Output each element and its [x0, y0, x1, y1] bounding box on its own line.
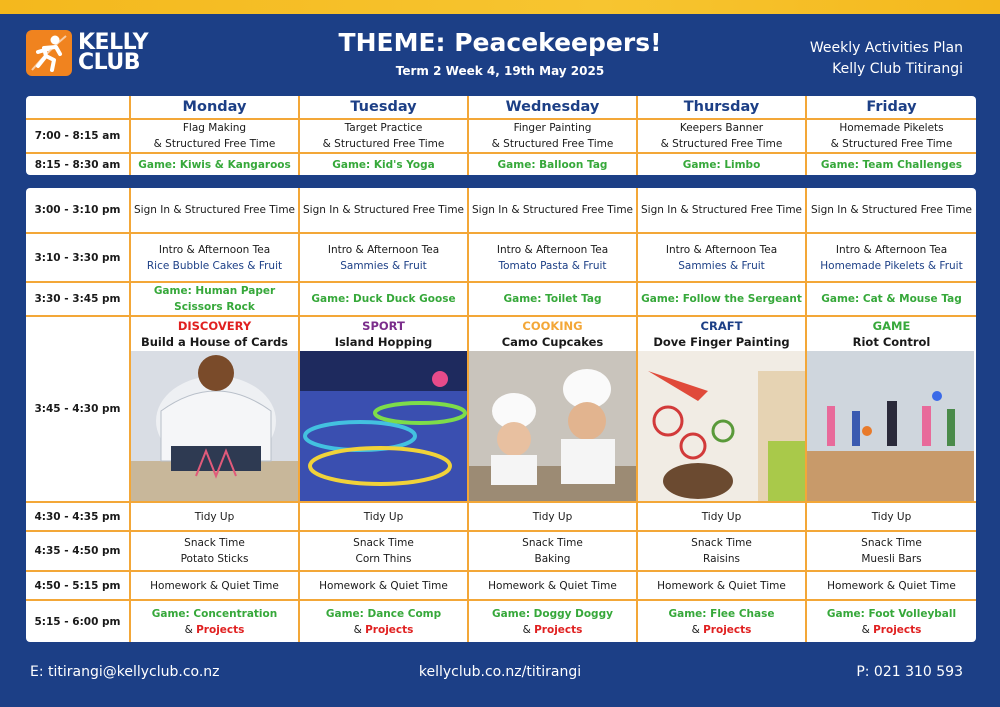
child-building-cards-picture [131, 351, 298, 501]
activity-line: Finger Painting [513, 122, 592, 134]
projects-text: Projects [534, 623, 583, 636]
time-cell: 3:10 - 3:30 pm [26, 233, 130, 282]
activity-name: Camo Cupcakes [501, 335, 604, 349]
activity-name: Build a House of Cards [140, 335, 289, 349]
table-row [26, 531, 976, 571]
schedule-cell: Homework & Quiet Time [299, 571, 468, 600]
footer-email[interactable]: E: titirangi@kellyclub.co.nz [30, 664, 220, 680]
activity-cell [130, 316, 299, 502]
game-cell: Game: Kid's Yoga [299, 153, 468, 175]
and-text: & [184, 623, 193, 636]
activity-name: Dove Finger Painting [653, 335, 790, 349]
snack-item: Corn Thins [355, 553, 412, 565]
activity-name: Island Hopping [334, 335, 433, 349]
table-row [26, 233, 976, 282]
activity-line: & Structured Free Time [153, 138, 276, 150]
schedule-cell [299, 233, 468, 282]
schedule-cell: Homework & Quiet Time [637, 571, 806, 600]
snack-item: Muesli Bars [861, 553, 922, 565]
schedule-cell: Homework & Quiet Time [806, 571, 976, 600]
tea-label: Intro & Afternoon Tea [835, 243, 948, 256]
day-header-row [26, 96, 976, 119]
afternoon-schedule-table [26, 188, 976, 642]
game-cell: Game: Kiwis & Kangaroos [130, 153, 299, 175]
activity-line: & Structured Free Time [830, 138, 953, 150]
time-cell: 3:30 - 3:45 pm [26, 282, 130, 316]
final-game: Game: Concentration [151, 607, 278, 620]
schedule-cell: Sign In & Structured Free Time [468, 188, 637, 233]
hoops-on-floor-picture [300, 351, 467, 501]
plan-info [810, 38, 963, 80]
final-game: Game: Doggy Doggy [492, 607, 613, 620]
activity-line: Keepers Banner [679, 122, 764, 134]
schedule-cell: Tidy Up [130, 502, 299, 531]
schedule-cell [299, 531, 468, 571]
tea-label: Intro & Afternoon Tea [327, 243, 440, 256]
table-row [26, 153, 976, 175]
snack-item: Baking [534, 553, 571, 565]
schedule-cell: Tidy Up [637, 502, 806, 531]
kelly-club-logo [26, 30, 148, 76]
game-cell: Game: Toilet Tag [468, 282, 637, 316]
table-row [26, 600, 976, 642]
tea-food: Homemade Pikelets & Fruit [820, 259, 963, 272]
activity-line: & Structured Free Time [660, 138, 783, 150]
time-cell: 8:15 - 8:30 am [26, 153, 130, 175]
schedule-cell [130, 600, 299, 642]
activity-category: SPORT [362, 319, 405, 333]
schedule-cell: Homework & Quiet Time [468, 571, 637, 600]
table-row [26, 571, 976, 600]
schedule-cell [637, 119, 806, 153]
snack-label: Snack Time [691, 537, 752, 549]
activity-category: COOKING [522, 319, 583, 333]
day-header: Friday [806, 96, 976, 119]
game-cell: Game: Limbo [637, 153, 806, 175]
table-row [26, 119, 976, 153]
snack-item: Potato Sticks [180, 553, 249, 565]
plan-type: Weekly Activities Plan [809, 40, 963, 56]
time-cell: 7:00 - 8:15 am [26, 119, 130, 153]
schedule-cell [637, 600, 806, 642]
gym-ball-game-picture [807, 351, 974, 501]
day-header: Monday [130, 96, 299, 119]
activity-line: Homemade Pikelets [839, 122, 944, 134]
final-game: Game: Foot Volleyball [826, 607, 957, 620]
projects-text: Projects [365, 623, 414, 636]
tea-label: Intro & Afternoon Tea [665, 243, 778, 256]
game-cell: Game: Balloon Tag [468, 153, 637, 175]
schedule-cell [637, 233, 806, 282]
day-header: Thursday [637, 96, 806, 119]
projects-text: Projects [703, 623, 752, 636]
activity-line: & Structured Free Time [491, 138, 614, 150]
footer-website[interactable]: kellyclub.co.nz/titirangi [418, 664, 582, 680]
morning-schedule-table [26, 96, 976, 175]
schedule-cell [468, 531, 637, 571]
schedule-cell: Tidy Up [299, 502, 468, 531]
table-row [26, 282, 976, 316]
time-cell: 4:30 - 4:35 pm [26, 502, 130, 531]
final-game: Game: Dance Comp [325, 607, 442, 620]
time-cell: 4:50 - 5:15 pm [26, 571, 130, 600]
activity-category: GAME [872, 319, 911, 333]
activity-cell [806, 316, 976, 502]
time-cell: 3:45 - 4:30 pm [26, 316, 130, 502]
logo-line1: KELLY [78, 30, 149, 55]
table-row [26, 502, 976, 531]
and-text: & [353, 623, 362, 636]
game-cell: Game: Follow the Sergeant [637, 282, 806, 316]
top-accent-strip [0, 0, 1000, 14]
tea-label: Intro & Afternoon Tea [158, 243, 271, 256]
tea-food: Tomato Pasta & Fruit [498, 259, 607, 272]
and-text: & [691, 623, 700, 636]
snack-label: Snack Time [861, 537, 922, 549]
schedule-cell: Sign In & Structured Free Time [299, 188, 468, 233]
schedule-cell [806, 600, 976, 642]
game-cell: Game: Human Paper Scissors Rock [130, 282, 299, 316]
activity-cell [299, 316, 468, 502]
day-header: Wednesday [468, 96, 637, 119]
snack-label: Snack Time [353, 537, 414, 549]
schedule-cell: Tidy Up [468, 502, 637, 531]
schedule-cell [468, 233, 637, 282]
finger-painting-picture [638, 351, 805, 501]
runner-icon [26, 30, 72, 76]
activity-line: & Structured Free Time [322, 138, 445, 150]
schedule-cell [806, 531, 976, 571]
activity-line: Flag Making [182, 122, 247, 134]
snack-label: Snack Time [184, 537, 245, 549]
schedule-cell: Sign In & Structured Free Time [637, 188, 806, 233]
activity-category: DISCOVERY [177, 319, 252, 333]
time-cell: 4:35 - 4:50 pm [26, 531, 130, 571]
projects-text: Projects [873, 623, 922, 636]
game-cell: Game: Duck Duck Goose [299, 282, 468, 316]
schedule-cell: Homework & Quiet Time [130, 571, 299, 600]
final-game: Game: Flee Chase [668, 607, 775, 620]
schedule-cell: Sign In & Structured Free Time [130, 188, 299, 233]
schedule-cell [130, 233, 299, 282]
schedule-cell [468, 600, 637, 642]
corner-cell [26, 96, 130, 119]
game-cell: Game: Cat & Mouse Tag [806, 282, 976, 316]
snack-label: Snack Time [522, 537, 583, 549]
schedule-cell: Tidy Up [806, 502, 976, 531]
schedule-cell [130, 531, 299, 571]
tea-food: Sammies & Fruit [678, 259, 765, 272]
schedule-cell [468, 119, 637, 153]
and-text: & [522, 623, 531, 636]
day-header: Tuesday [299, 96, 468, 119]
activity-cell [637, 316, 806, 502]
schedule-cell [299, 119, 468, 153]
kids-chef-hats-picture [469, 351, 636, 501]
time-cell: 5:15 - 6:00 pm [26, 600, 130, 642]
tea-label: Intro & Afternoon Tea [496, 243, 609, 256]
schedule-cell [130, 119, 299, 153]
schedule-cell [637, 531, 806, 571]
activity-line: Target Practice [344, 122, 423, 134]
logo-line2: CLUB [78, 50, 141, 75]
projects-text: Projects [196, 623, 245, 636]
footer-phone[interactable]: P: 021 310 593 [856, 664, 963, 680]
club-name: Kelly Club Titirangi [832, 61, 963, 77]
schedule-cell [806, 119, 976, 153]
activity-category: CRAFT [700, 319, 743, 333]
schedule-cell [299, 600, 468, 642]
and-text: & [861, 623, 870, 636]
table-row [26, 188, 976, 233]
header-title-block [300, 28, 700, 78]
snack-item: Raisins [703, 553, 740, 565]
table-row [26, 316, 976, 502]
activity-name: Riot Control [852, 335, 931, 349]
game-cell: Game: Team Challenges [806, 153, 976, 175]
tea-food: Rice Bubble Cakes & Fruit [146, 259, 283, 272]
tea-food: Sammies & Fruit [340, 259, 427, 272]
page-title: THEME: Peacekeepers! [338, 28, 662, 57]
schedule-cell: Sign In & Structured Free Time [806, 188, 976, 233]
time-cell: 3:00 - 3:10 pm [26, 188, 130, 233]
page-subtitle: Term 2 Week 4, 19th May 2025 [395, 64, 605, 78]
schedule-cell [806, 233, 976, 282]
activity-cell [468, 316, 637, 502]
